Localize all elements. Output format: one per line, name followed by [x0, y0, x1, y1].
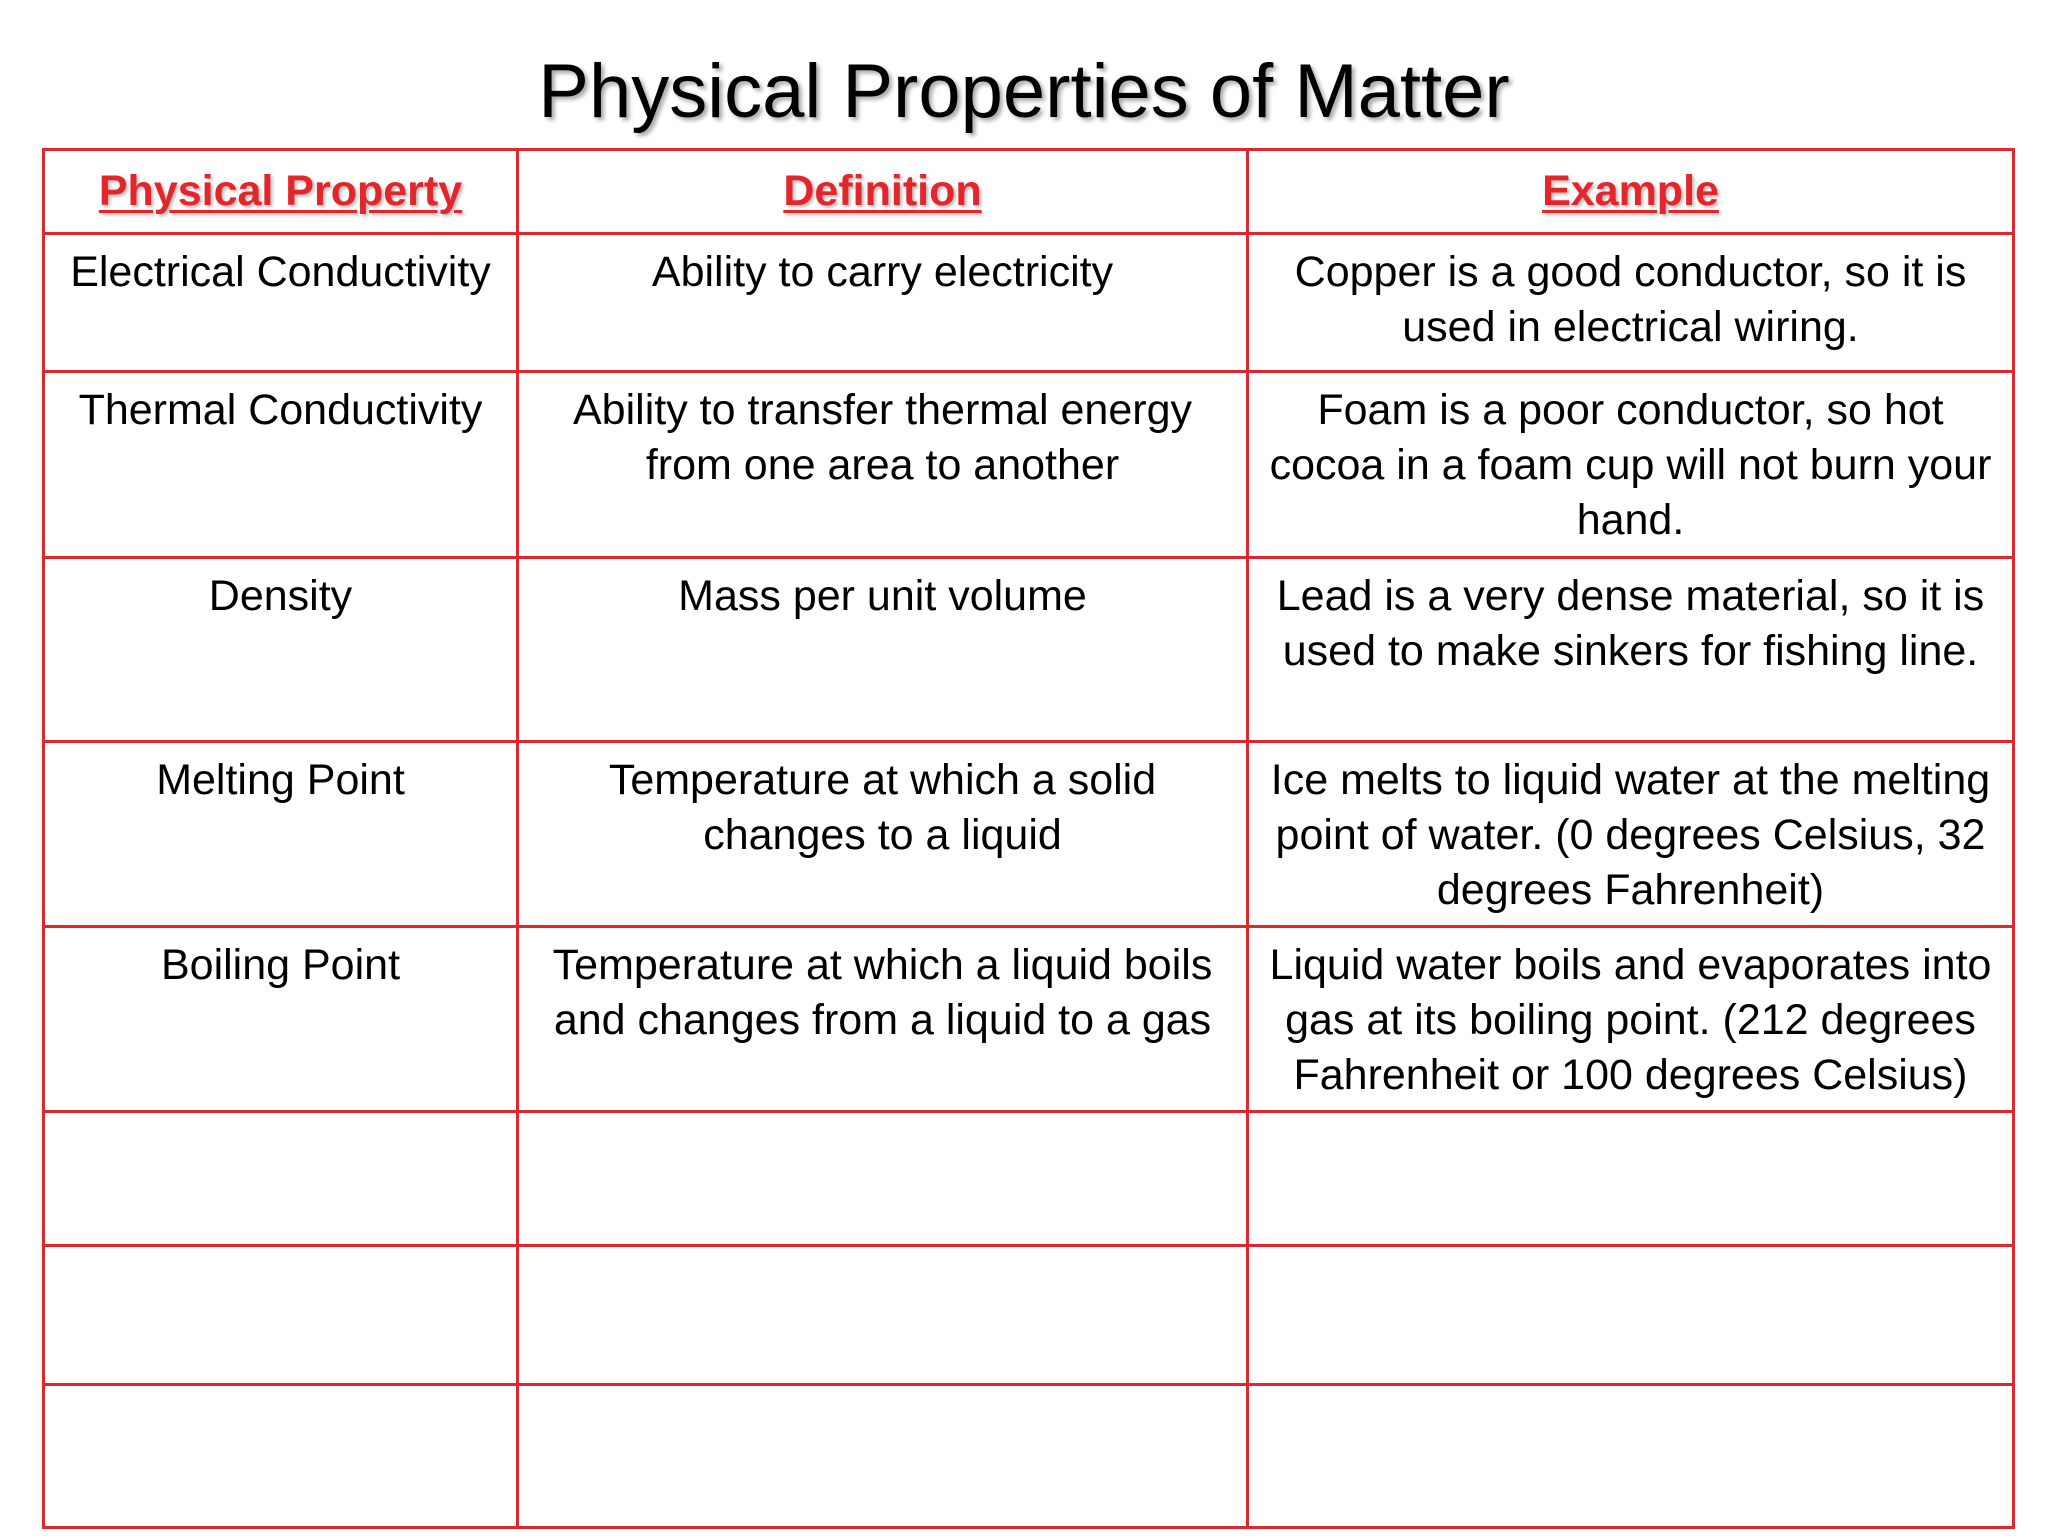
property-cell: Electrical Conductivity	[44, 234, 518, 372]
example-cell: Copper is a good conductor, so it is used in electrical wiring.	[1248, 234, 2014, 372]
definition-cell: Ability to carry electricity	[518, 234, 1248, 372]
property-cell: Thermal Conductivity	[44, 372, 518, 558]
property-cell: Melting Point	[44, 742, 518, 927]
header-example	[1248, 150, 2014, 234]
page-title: Physical Properties of Matter	[538, 49, 1510, 134]
example-cell: Liquid water boils and evaporates into gas at its boiling point. (212 degrees Fahrenheit or 100 degrees Celsius)	[1248, 927, 2014, 1112]
example-cell	[1248, 1112, 2014, 1246]
header-example-label: Example	[1542, 167, 1719, 215]
table-header-row	[44, 150, 2014, 234]
property-cell	[44, 1246, 518, 1385]
header-definition	[518, 150, 1248, 234]
table-row	[44, 558, 2014, 742]
example-cell: Lead is a very dense material, so it is used to make sinkers for fishing line.	[1248, 558, 2014, 742]
properties-table	[42, 148, 2015, 1529]
property-cell	[44, 1385, 518, 1528]
example-cell: Ice melts to liquid water at the melting point of water. (0 degrees Celsius, 32 degrees Fahrenheit)	[1248, 742, 2014, 927]
definition-cell: Mass per unit volume	[518, 558, 1248, 742]
property-cell: Density	[44, 558, 518, 742]
table-row	[44, 372, 2014, 558]
table-row-empty	[44, 1385, 2014, 1528]
property-cell: Boiling Point	[44, 927, 518, 1112]
example-cell	[1248, 1246, 2014, 1385]
property-cell	[44, 1112, 518, 1246]
example-cell	[1248, 1385, 2014, 1528]
header-physical-property-label: Physical Property	[98, 167, 463, 215]
header-physical-property	[44, 150, 518, 234]
example-cell: Foam is a poor conductor, so hot cocoa in a foam cup will not burn your hand.	[1248, 372, 2014, 558]
definition-cell: Ability to transfer thermal energy from one area to another	[518, 372, 1248, 558]
table-row-empty	[44, 1112, 2014, 1246]
table-row	[44, 234, 2014, 372]
definition-cell	[518, 1385, 1248, 1528]
table-row-empty	[44, 1246, 2014, 1385]
definition-cell: Temperature at which a liquid boils and changes from a liquid to a gas	[518, 927, 1248, 1112]
table-row	[44, 927, 2014, 1112]
definition-cell: Temperature at which a solid changes to a liquid	[518, 742, 1248, 927]
table-row	[44, 742, 2014, 927]
definition-cell	[518, 1246, 1248, 1385]
definition-cell	[518, 1112, 1248, 1246]
header-definition-label: Definition	[783, 167, 982, 215]
